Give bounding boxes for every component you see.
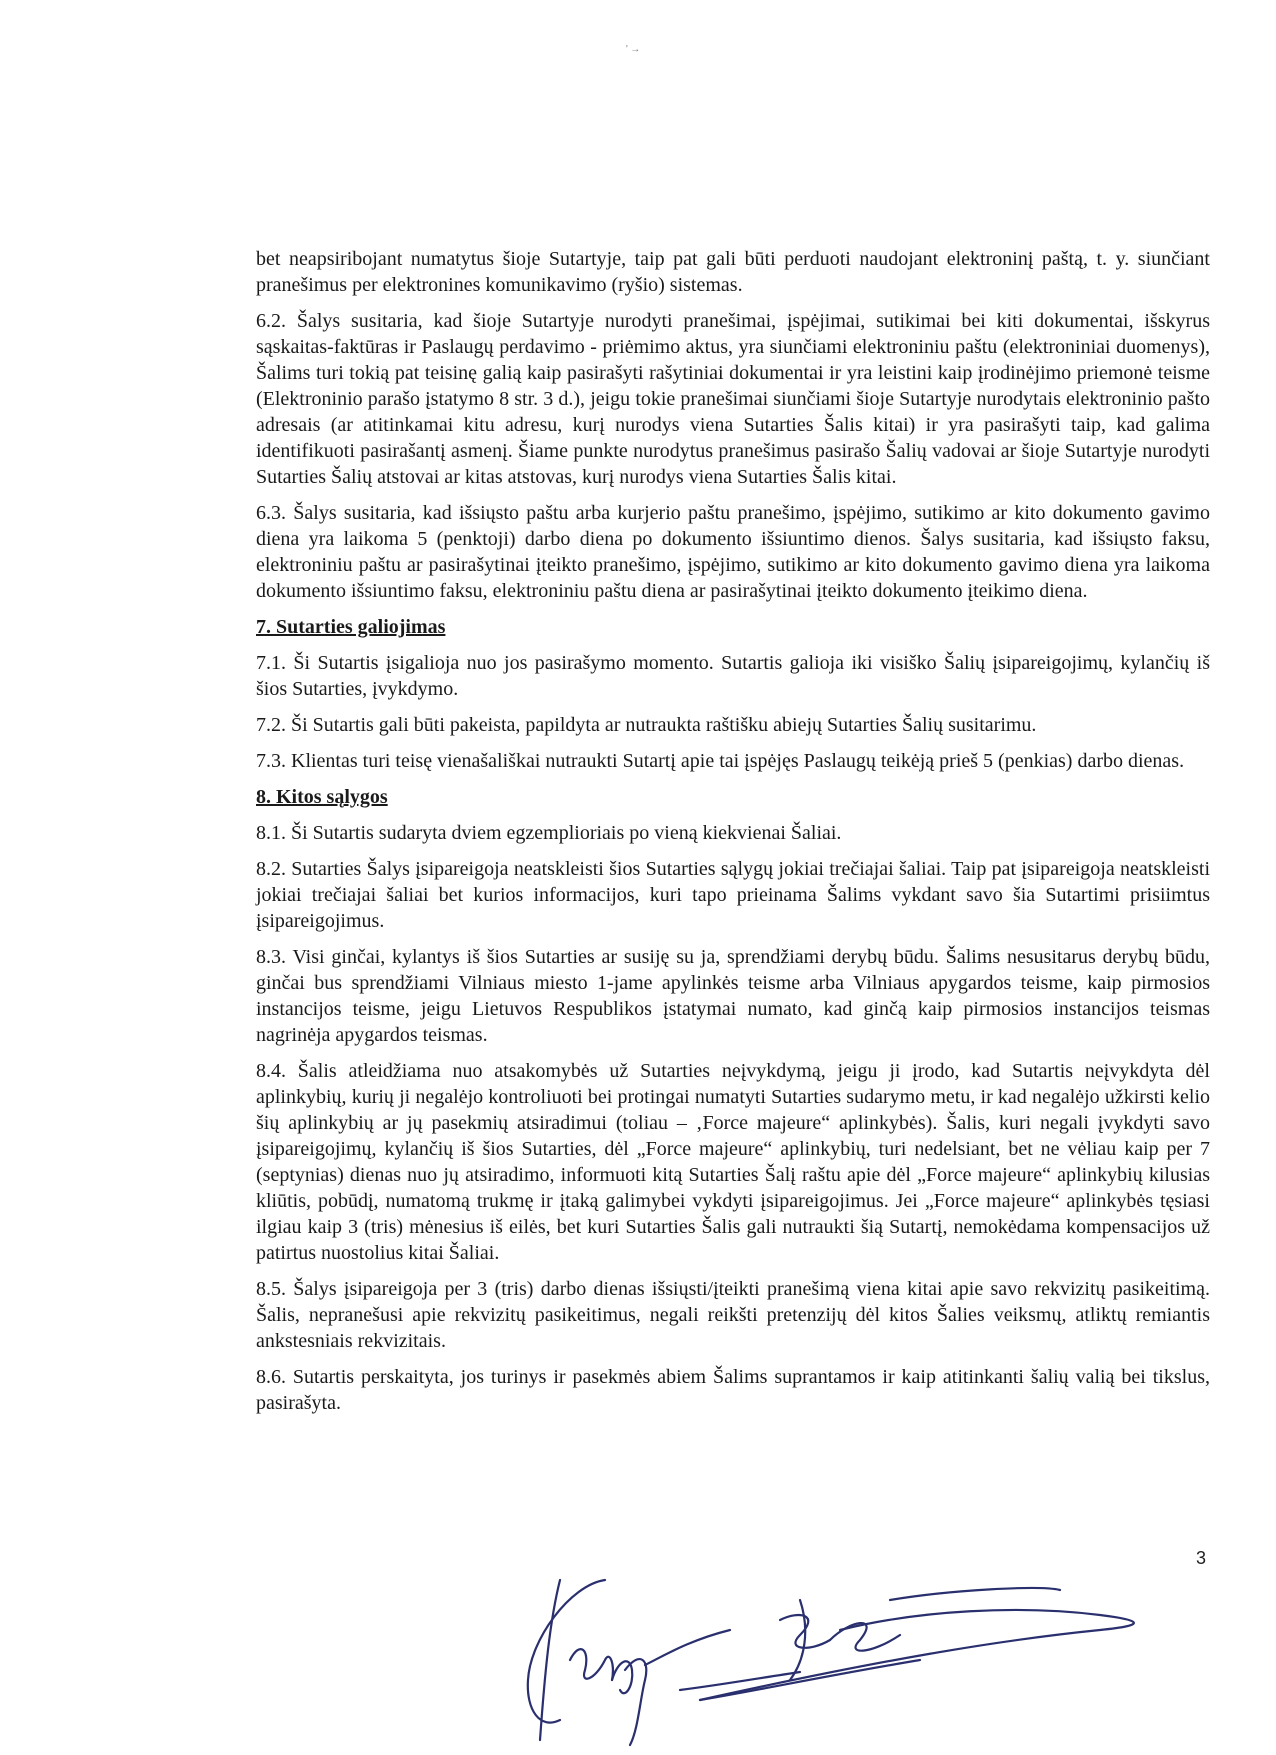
section-7-heading: 7. Sutarties galiojimas	[256, 616, 446, 638]
paragraph-8-5: 8.5. Šalys įsipareigoja per 3 (tris) darbo dienas išsiųsti/įteikti pranešimą viena kitai apie savo rekvizitų pasikeitimą. Šalis, nepranešusi apie rekvizitų pasikeitimus, negali reikšti pretenzijų dėl kitos Šalies veiksmų, atliktų remiantis ankstesniais rekvizitais.	[256, 1278, 1210, 1352]
paragraph-8-3: 8.3. Visi ginčai, kylantys iš šios Sutarties ar susiję su ja, sprendžiami derybų būdu. Šalims nesusitarus derybų būdu, ginčai bus sprendžiami Vilniaus miesto 1-jame apylinkės teisme arba Vilniaus apygardos teisme, kaip pirmosios instancijos teisme, jeigu Lietuvos Respublikos įstatymai numato, kad ginčą kaip pirmosios instancijos teismas nagrinėja apygardos teismas.	[256, 946, 1210, 1046]
intro-paragraph: bet neapsiribojant numatytus šioje Sutartyje, taip pat gali būti perduoti naudojant elektroninį paštą, t. y. siunčiant pranešimus per elektronines komunikavimo (ryšio) sistemas.	[256, 248, 1210, 296]
page-number: 3	[1196, 1548, 1207, 1568]
paragraph-8-6: 8.6. Sutartis perskaityta, jos turinys ir pasekmės abiem Šalims suprantamos ir kaip atitinkanti šalių valią bei tikslus, pasirašyta.	[256, 1366, 1210, 1414]
paragraph-6-3: 6.3. Šalys susitaria, kad išsiųsto paštu arba kurjerio paštu pranešimo, įspėjimo, sutikimo ar kito dokumento gavimo diena yra laikoma 5 (penktoji) darbo diena po dokumento išsiuntimo dienos. Šalys susitaria, kad išsiųsto faksu, elektroniniu paštu ar pasirašytinai įteikto pranešimo, įspėjimo, sutikimo ar kito dokumento gavimo diena yra laikoma dokumento išsiuntimo faksu, elektroniniu paštu diena ar pasirašytinai įteikto dokumento įteikimo diena.	[256, 502, 1210, 602]
scan-speck: ' →	[626, 44, 641, 55]
paragraph-8-2: 8.2. Sutarties Šalys įsipareigoja neatskleisti šios Sutarties sąlygų jokiai trečiajai šaliai. Taip pat įsipareigoja neatskleisti jokiai trečiajai šaliai bet kurios informacijos, kuri tapo prieinama Šalims vykdant savo šia Sutartimi prisiimtus įsipareigojimus.	[256, 858, 1210, 932]
signature-strokes	[528, 1580, 1134, 1745]
paragraph-8-4: 8.4. Šalis atleidžiama nuo atsakomybės už Sutarties neįvykdymą, jeigu ji įrodo, kad Sutartis neįvykdyta dėl aplinkybių, kurių ji negalėjo kontroliuoti bei protingai numatyti Sutarties sudarymo metu, ir kad negalėjo užkirsti kelio šių aplinkybių ar jų pasekmių atsiradimui (toliau – ‚Force majeure“ aplinkybės). Šalis, kuri negali įvykdyti savo įsipareigojimų, kylančių iš šios Sutarties, dėl „Force majeure“ aplinkybių, turi nedelsiant, bet ne vėliau kaip per 7 (septynias) dienas nuo jų atsiradimo, informuoti kitą Sutarties Šalį raštu apie dėl „Force majeure“ aplinkybių kilusias kliūtis, pobūdį, numatomą trukmę ir įtaką galimybei vykdyti įsipareigojimus. Jei „Force majeure“ aplinkybės tęsiasi ilgiau kaip 3 (tris) mėnesius iš eilės, bet kuri Sutarties Šalis gali nutraukti šią Sutartį, nemokėdama kompensacijos už patirtus nuostolius kitai Šaliai.	[256, 1060, 1210, 1264]
handwritten-signature-icon	[500, 1560, 1190, 1750]
paragraph-7-1: 7.1. Ši Sutartis įsigalioja nuo jos pasirašymo momento. Sutartis galioja iki visiško Šalių įsipareigojimų, kylančių iš šios Sutarties, įvykdymo.	[256, 652, 1210, 700]
paragraph-7-3: 7.3. Klientas turi teisę vienašališkai nutraukti Sutartį apie tai įspėjęs Paslaugų teikėją prieš 5 (penkias) darbo dienas.	[256, 750, 1185, 772]
paragraph-6-2: 6.2. Šalys susitaria, kad šioje Sutartyje nurodyti pranešimai, įspėjimai, sutikimai bei kiti dokumentai, išskyrus sąskaitas-faktūras ir Paslaugų perdavimo - priėmimo aktus, yra siunčiami elektroniniu paštu (elektroniniai duomenys), Šalims turi tokią pat teisinę galią kaip pasirašyti rašytiniai dokumentai ir yra leistini kaip įrodinėjimo priemonė teisme (Elektroninio parašo įstatymo 8 str. 3 d.), jeigu tokie pranešimai siunčiami šioje Sutartyje nurodytais elektroninio pašto adresais (ar atitinkamai kitu adresu, kurį nurodys viena Sutarties Šalis kitai) ir yra pasirašyti taip, kad galima identifikuoti pasirašantį asmenį. Šiame punkte nurodytus pranešimus pasirašo Šalių vadovai ar šioje Sutartyje nurodyti Sutarties Šalių atstovai ar kitas atstovas, kurį nurodys viena Sutarties Šalis kitai.	[256, 310, 1210, 488]
section-8-heading: 8. Kitos sąlygos	[256, 786, 388, 808]
paragraph-8-1: 8.1. Ši Sutartis sudaryta dviem egzemplioriais po vieną kiekvienai Šaliai.	[256, 822, 842, 844]
document-body	[256, 246, 1210, 1426]
paragraph-7-2: 7.2. Ši Sutartis gali būti pakeista, papildyta ar nutraukta raštišku abiejų Sutarties Šalių susitarimu.	[256, 714, 1037, 736]
